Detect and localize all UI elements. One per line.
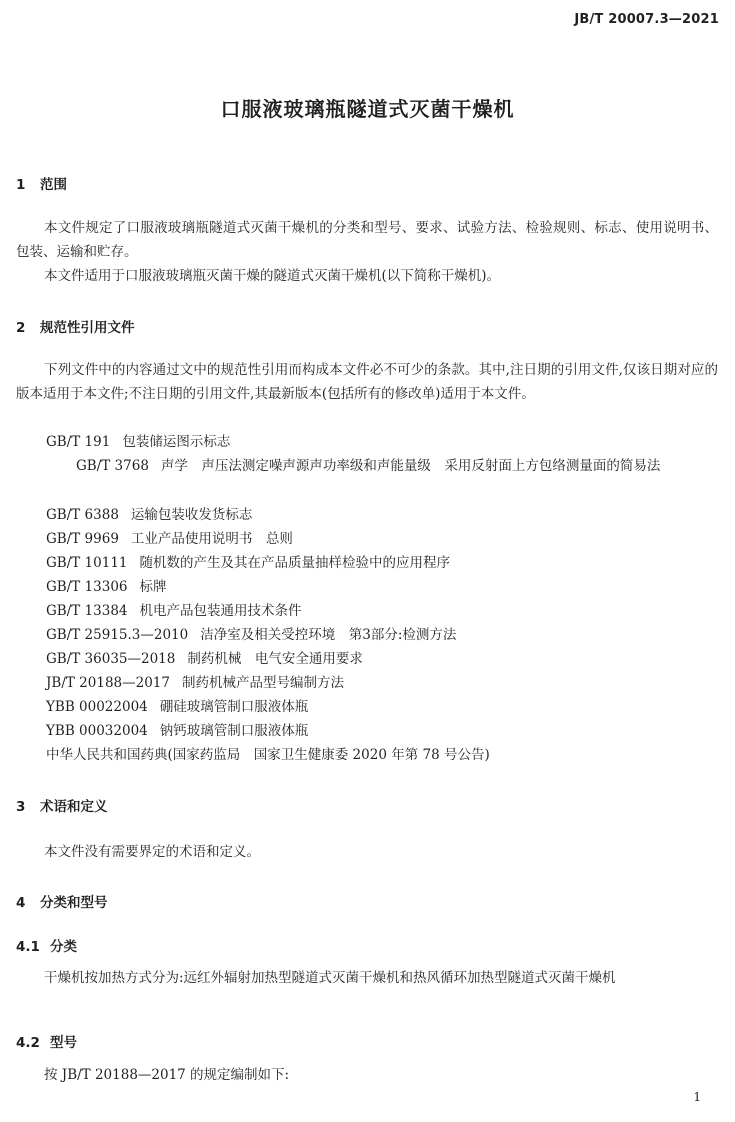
section-1-heading [16,173,67,193]
normative-reference [46,527,718,551]
reference-name: 制药机械 电气安全通用要求 [187,651,363,667]
section-number: 3 [16,799,26,815]
reference-name: 标牌 [139,579,167,595]
reference-code: GB/T 191 [46,434,111,450]
reference-code: GB/T 10111 [46,555,128,571]
reference-code: GB/T 9969 [46,531,119,547]
normative-reference [46,599,718,623]
section-4-heading [16,891,108,911]
section-number: 4 [16,895,26,911]
reference-name: 运输包装收发货标志 [130,507,253,523]
reference-name: 硼硅玻璃管制口服液体瓶 [159,699,309,715]
section-3-heading [16,795,108,815]
reference-code: YBB 00032004 [46,723,148,739]
standard-code: JB/T 20007.3—2021 [574,12,719,27]
reference-name: 洁净室及相关受控环境 第3部分:检测方法 [200,627,457,643]
section-4-1-paragraph-1: 干燥机按加热方式分为:远红外辐射加热型隧道式灭菌干燥机和热风循环加热型隧道式灭菌干燥机 [44,970,616,986]
section-title: 型号 [50,1035,77,1051]
reference-code: GB/T 13306 [46,579,128,595]
reference-name: 工业产品使用说明书 总则 [130,531,293,547]
section-number: 4.1 [16,939,40,955]
section-4-2-heading [16,1031,77,1051]
section-1-paragraph-1: 本文件规定了口服液玻璃瓶隧道式灭菌干燥机的分类和型号、要求、试验方法、检验规则、标志、使用说明书、包装、运输和贮存。 [16,220,718,260]
section-1-paragraph-2: 本文件适用于口服液玻璃瓶灭菌干燥的隧道式灭菌干燥机(以下简称干燥机)。 [44,268,501,284]
reference-code: YBB 00022004 [46,699,148,715]
normative-reference [46,719,718,743]
document-title: 口服液玻璃瓶隧道式灭菌干燥机 [220,97,515,121]
normative-reference [46,551,718,575]
normative-reference [46,743,718,767]
reference-code: JB/T 20188—2017 [46,675,170,691]
page-number: 1 [693,1090,701,1104]
reference-code: GB/T 3768 [76,458,149,474]
normative-reference [46,430,718,454]
section-title: 术语和定义 [40,799,108,815]
section-title: 规范性引用文件 [40,320,135,336]
reference-code: GB/T 25915.3—2010 [46,627,189,643]
normative-reference [46,695,718,719]
section-2-heading [16,316,135,336]
normative-reference [46,575,718,599]
reference-name: 中华人民共和国药典(国家药监局 国家卫生健康委 2020 年第 78 号公告) [46,747,490,763]
normative-reference [46,623,718,647]
section-title: 分类 [50,939,77,955]
reference-code: GB/T 6388 [46,507,119,523]
section-4-2-paragraph-1: 按 JB/T 20188—2017 的规定编制如下: [44,1067,290,1083]
reference-code: GB/T 13384 [46,603,128,619]
section-number: 1 [16,177,26,193]
section-title: 范围 [40,177,67,193]
normative-reference [46,671,718,695]
normative-reference [16,454,718,478]
reference-name: 钠钙玻璃管制口服液体瓶 [159,723,309,739]
section-number: 2 [16,320,26,336]
normative-reference [46,647,718,671]
reference-name: 随机数的产生及其在产品质量抽样检验中的应用程序 [139,555,450,571]
section-3-paragraph-1: 本文件没有需要界定的术语和定义。 [44,844,260,860]
reference-code: GB/T 36035—2018 [46,651,176,667]
reference-name: 声学 声压法测定噪声源声功率级和声能量级 采用反射面上方包络测量面的简易法 [160,458,661,474]
reference-name: 制药机械产品型号编制方法 [181,675,344,691]
normative-reference [46,503,718,527]
section-number: 4.2 [16,1035,40,1051]
section-4-1-heading [16,935,77,955]
section-2-paragraph-1: 下列文件中的内容通过文中的规范性引用而构成本文件必不可少的条款。其中,注日期的引用文件,仅该日期对应的版本适用于本文件;不注日期的引用文件,其最新版本(包括所有的修改单)适用于本文件。 [16,362,718,402]
reference-name: 包装储运图示标志 [122,434,231,450]
reference-name: 机电产品包装通用技术条件 [139,603,302,619]
section-title: 分类和型号 [40,895,108,911]
